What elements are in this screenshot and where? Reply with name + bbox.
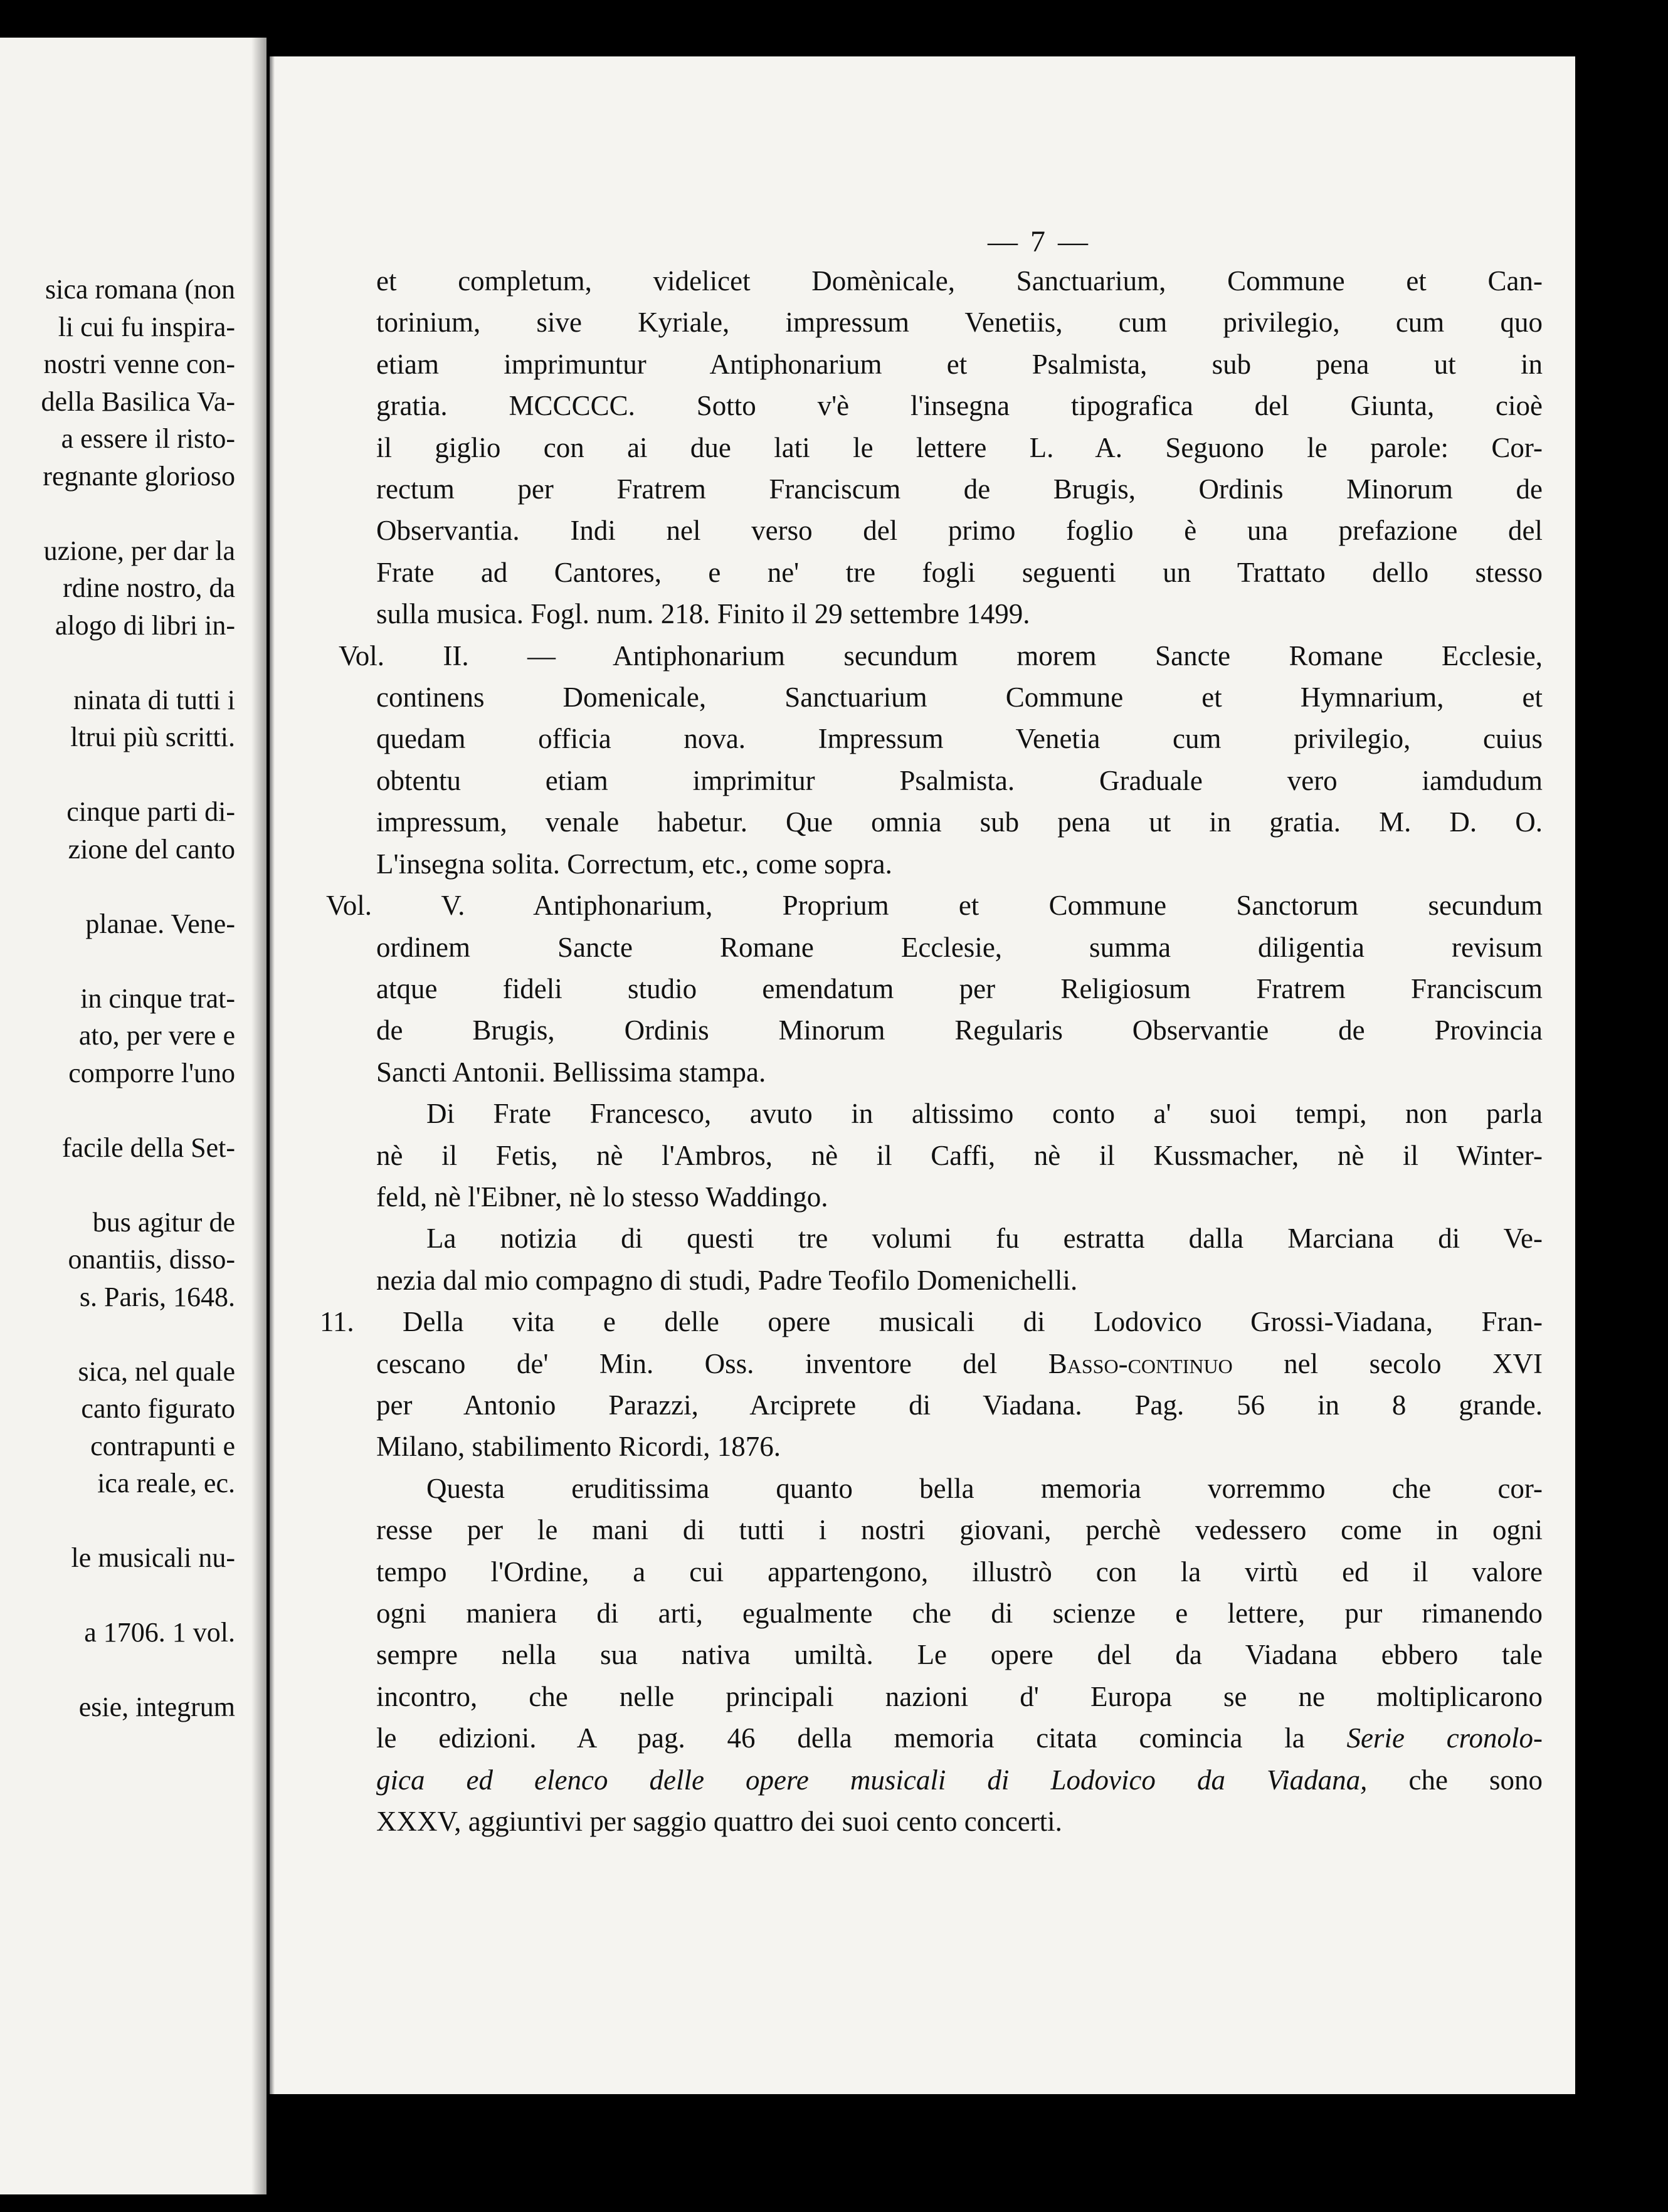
page-number: — 7 — [988,225,1090,258]
left-page-text-line: della Basilica Va- [41,386,235,417]
text-line: et completum, videlicet Domènicale, Sanctuarium, Commune et Can- [376,265,1543,297]
text-line: incontro, che nelle principali nazioni d' Europa se ne moltiplicarono [376,1680,1543,1712]
gutter-shadow [251,38,267,2194]
gutter-edge [270,56,275,2094]
text-line: il giglio con ai due lati le lettere L. A. Seguono le parole: Cor- [376,431,1543,463]
text-line: sempre nella sua nativa umiltà. Le opere del da Viadana ebbero tale [376,1639,1543,1671]
left-page-text-line: planae. Vene- [85,908,235,939]
left-page-text-line: comporre l'uno [68,1057,235,1088]
right-page [270,56,1575,2094]
left-page-text-line: contrapunti e [90,1430,235,1462]
paragraph-start-line: Di Frate Francesco, avuto in altissimo conto a' suoi tempi, non parla [426,1098,1543,1130]
text-run: cescano de' Min. Oss. inventore del [376,1347,1048,1379]
text-line: L'insegna solita. Correctum, etc., come sopra. [376,848,892,880]
italic-title: Serie cronolo- [1346,1722,1543,1754]
vol-v-entry-line: Vol. V. Antiphonarium, Proprium et Commune Sanctorum secundum [326,890,1543,922]
text-run: che sono [1367,1764,1543,1796]
text-line: per Antonio Parazzi, Arciprete di Viadana. Pag. 56 in 8 grande. [376,1389,1543,1421]
text-line: nezia dal mio compagno di studi, Padre Teofilo Domenichelli. [376,1264,1078,1296]
text-line: Milano, stabilimento Ricordi, 1876. [376,1431,781,1463]
text-line: obtentu etiam imprimitur Psalmista. Graduale vero iamdudum [376,764,1543,796]
basso-continuo-term: Basso-continuo [1048,1347,1233,1379]
left-page-text-line: rdine nostro, da [63,572,235,603]
text-line: XXXV, aggiuntivi per saggio quattro dei suoi cento concerti. [376,1806,1062,1838]
text-line: gratia. MCCCCC. Sotto v'è l'insegna tipografica del Giunta, cioè [376,390,1543,422]
vol-ii-entry-line: Vol. II. — Antiphonarium secundum morem Sancte Romane Ecclesie, [339,640,1543,672]
left-page-text-line: canto figurato [81,1393,235,1424]
text-line: etiam imprimuntur Antiphonarium et Psalmista, sub pena ut in [376,348,1543,380]
left-page-text-line: zione del canto [68,833,235,865]
text-run: nel secolo XVI [1232,1347,1543,1379]
italic-title: gica ed elenco delle opere musicali di Lodovico da Viadana, [376,1764,1368,1796]
left-page-text-line: esie, integrum [78,1692,235,1722]
body-text [320,260,1543,1842]
text-line: continens Domenicale, Sanctuarium Commune et Hymnarium, et [376,682,1543,714]
text-line: atque fideli studio emendatum per Religiosum Fratrem Franciscum [376,972,1543,1004]
left-page-text-line: ato, per vere e [78,1020,235,1051]
left-page-text-line: a essere il risto- [61,423,235,454]
paragraph-start-line: La notizia di questi tre volumi fu estratta dalla Marciana di Ve- [426,1223,1543,1255]
left-page-text-line: cinque parti di- [66,796,235,827]
text-line: resse per le mani di tutti i nostri giovani, perchè vedessero come in ogni [376,1514,1543,1546]
left-page-text-line: li cui fu inspira- [58,311,235,342]
left-page-text-line: ica reale, ec. [97,1468,235,1498]
left-page-text-line: ninata di tutti i [73,684,235,715]
text-line: de Brugis, Ordinis Minorum Regularis Observantie de Provincia [376,1014,1543,1046]
entry-11-line: 11. Della vita e delle opere musicali di Lodovico Grossi-Viadana, Fran- [320,1306,1543,1338]
left-page-text-line: nostri venne con- [43,349,235,379]
left-page-text-line: a 1706. 1 vol. [84,1617,235,1648]
text-line: ogni maniera di arti, egualmente che di scienze e lettere, pur rimanendo [376,1598,1543,1629]
left-page-text-line: le musicali nu- [71,1542,235,1573]
left-page-text-line: s. Paris, 1648. [79,1281,235,1312]
left-page [0,38,267,2194]
text-run: le edizioni. A pag. 46 della memoria citata comincia la [376,1722,1347,1754]
left-page-text-line: alogo di libri in- [55,609,235,641]
left-page-text-line: facile della Set- [61,1132,235,1163]
text-line: impressum, venale habetur. Que omnia sub pena ut in gratia. M. D. O. [376,806,1543,838]
left-page-text-line: sica, nel quale [78,1356,235,1387]
left-page-text-line: ltrui più scritti. [70,722,235,752]
text-line: rectum per Fratrem Franciscum de Brugis, Ordinis Minorum de [376,473,1543,505]
left-page-text-line: regnante glorioso [43,460,235,492]
left-page-text-line: in cinque trat- [80,982,235,1014]
text-line: quedam officia nova. Impressum Venetia cum privilegio, cuius [376,723,1543,755]
text-line [376,1759,1543,1801]
text-line: ordinem Sancte Romane Ecclesie, summa diligentia revisum [376,931,1543,963]
left-page-text-line: onantiis, disso- [68,1244,235,1275]
text-line: nè il Fetis, nè l'Ambros, nè il Caffi, nè il Kussmacher, nè il Winter- [376,1139,1543,1171]
text-line: tempo l'Ordine, a cui appartengono, illustrò con la virtù ed il valore [376,1556,1543,1588]
text-line: torinium, sive Kyriale, impressum Venetiis, cum privilegio, cum quo [376,307,1543,339]
left-page-text-line: sica romana (non [45,274,235,305]
text-line [376,1343,1543,1384]
paragraph-start-line: Questa eruditissima quanto bella memoria vorremmo che cor- [426,1472,1543,1504]
left-page-text-line: uzione, per dar la [43,535,235,566]
text-line: feld, nè l'Eibner, nè lo stesso Waddingo. [376,1181,828,1213]
text-line [376,1717,1543,1759]
left-page-text-line: bus agitur de [92,1206,235,1238]
text-line: Observantia. Indi nel verso del primo foglio è una prefazione del [376,515,1543,547]
text-line: Sancti Antonii. Bellissima stampa. [376,1056,766,1088]
text-line: sulla musica. Fogl. num. 218. Finito il 29 settembre 1499. [376,598,1030,630]
text-line: Frate ad Cantores, e ne' tre fogli seguenti un Trattato dello stesso [376,556,1543,588]
